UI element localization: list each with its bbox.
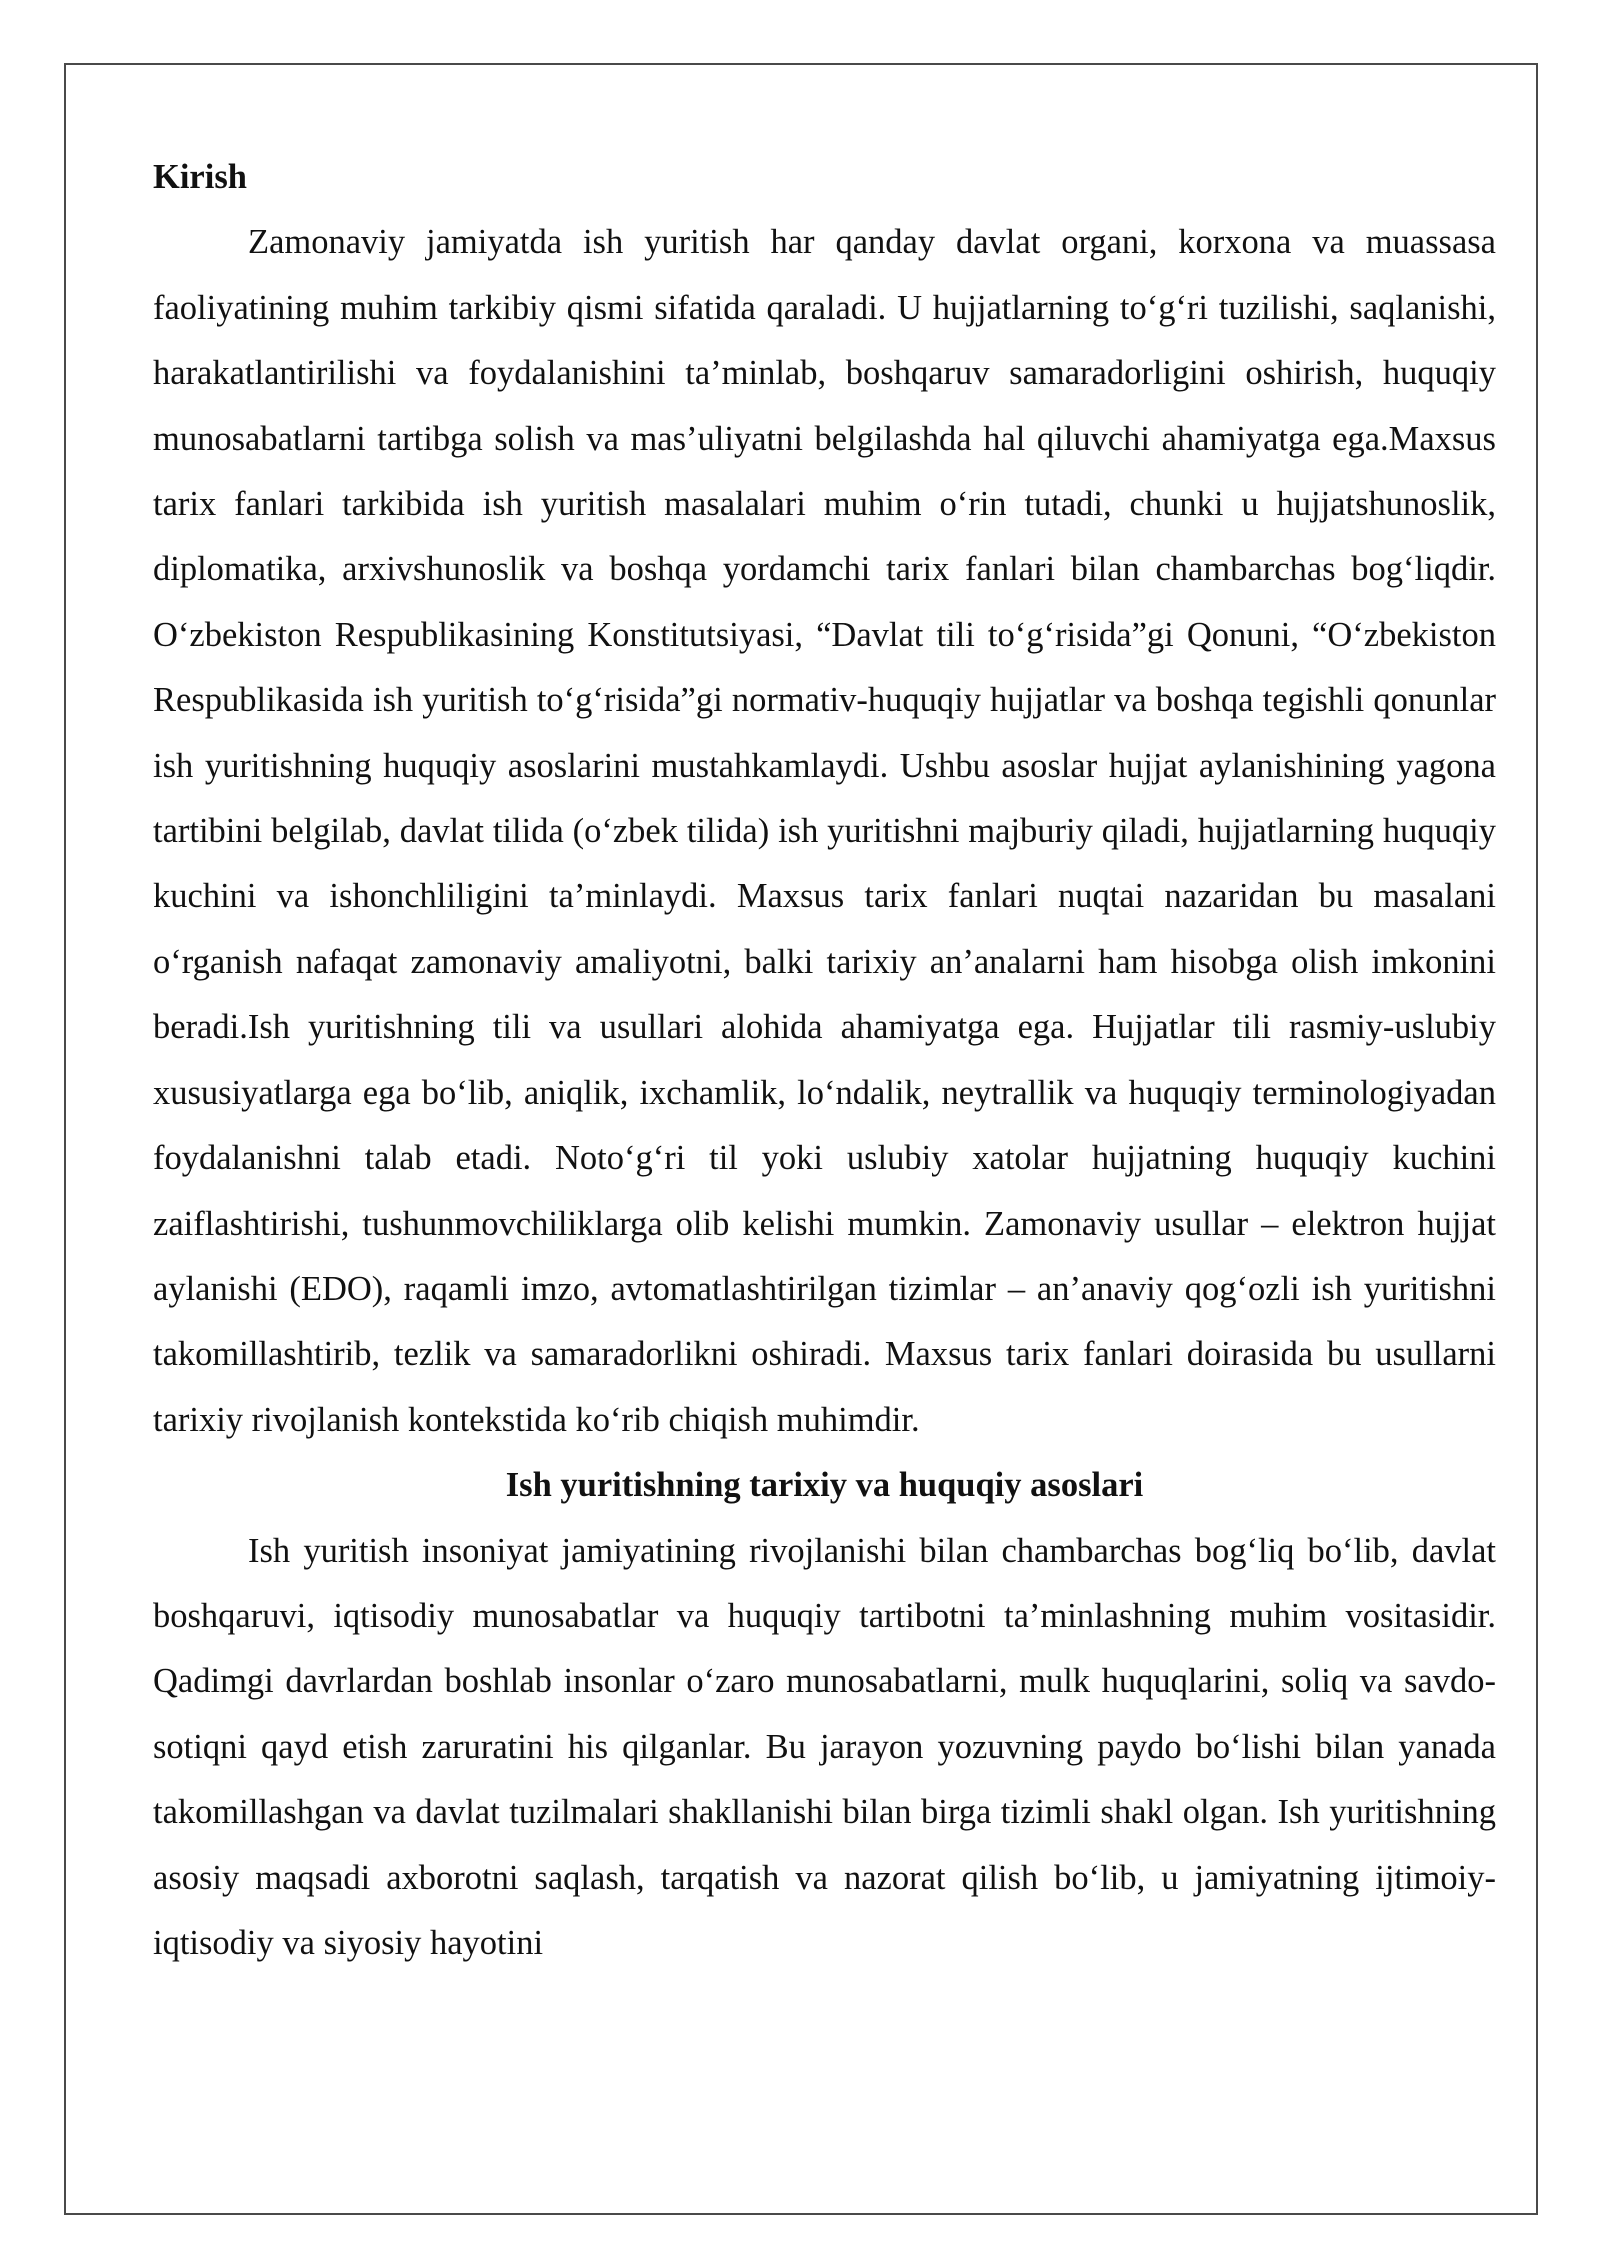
intro-heading: Kirish [153,158,247,196]
document-body [153,145,1496,1976]
section-heading: Ish yuritishning tarixiy va huquqiy asoslari [505,1466,1144,1505]
intro-paragraph: Zamonaviy jamiyatda ish yuritish har qanday davlat organi, korxona va muassasa faoliyatining muhim tarkibiy qismi sifatida qaraladi. U hujjatlarning to‘g‘ri tuzilishi, saqlanishi, harakatlantirilishi va foydalanishini ta’minlab, boshqaruv samaradorligini oshirish, huquqiy munosabatlarni tartibga solish va mas’uliyatni belgilashda hal qiluvchi ahamiyatga ega.Maxsus tarix fanlari tarkibida ish yuritish masalalari muhim o‘rin tutadi, chunki u hujjatshunoslik, diplomatika, arxivshunoslik va boshqa yordamchi tarix fanlari bilan chambarchas bog‘liqdir. O‘zbekiston Respublikasining Konstitutsiyasi, “Davlat tili to‘g‘risida”gi Qonuni, “O‘zbekiston Respublikasida ish yuritish to‘g‘risida”gi normativ-huquqiy hujjatlar va boshqa tegishli qonunlar ish yuritishning huquqiy asoslarini mustahkamlaydi. Ushbu asoslar hujjat aylanishining yagona tartibini belgilab, davlat tilida (o‘zbek tilida) ish yuritishni majburiy qiladi, hujjatlarning huquqiy kuchini va ishonchliligini ta’minlaydi. Maxsus tarix fanlari nuqtai nazaridan bu masalani o‘rganish nafaqat zamonaviy amaliyotni, balki tarixiy an’analarni ham hisobga olish imkonini beradi.Ish yuritishning tili va usullari alohida ahamiyatga ega. Hujjatlar tili rasmiy-uslubiy xususiyatlarga ega bo‘lib, aniqlik, ixchamlik, lo‘ndalik, neytrallik va huquqiy terminologiyadan foydalanishni talab etadi. Noto‘g‘ri til yoki uslubiy xatolar hujjatning huquqiy kuchini zaiflashtirishi, tushunmovchiliklarga olib kelishi mumkin. Zamonaviy usullar – elektron hujjat aylanishi (EDO), raqamli imzo, avtomatlashtirilgan tizimlar – an’anaviy qog‘ozli ish yuritishni takomillashtirib, tezlik va samaradorlikni oshiradi. Maxsus tarix fanlari doirasida bu usullarni tarixiy rivojlanish kontekstida ko‘rib chiqish muhimdir. [153,223,1496,1439]
section-paragraph: Ish yuritish insoniyat jamiyatining rivojlanishi bilan chambarchas bog‘liq bo‘lib, davlat boshqaruvi, iqtisodiy munosabatlar va huquqiy tartibotni ta’minlashning muhim vositasidir. Qadimgi davrlardan boshlab insonlar o‘zaro munosabatlarni, mulk huquqlarini, soliq va savdo-sotiqni qayd etish zaruratini his qilganlar. Bu jarayon yozuvning paydo bo‘lishi bilan yanada takomillashgan va davlat tuzilmalari shakllanishi bilan birga tizimli shakl olgan. Ish yuritishning asosiy maqsadi axborotni saqlash, tarqatish va nazorat qilish bo‘lib, u jamiyatning ijtimoiy-iqtisodiy va siyosiy hayotini [153,1531,1496,1962]
